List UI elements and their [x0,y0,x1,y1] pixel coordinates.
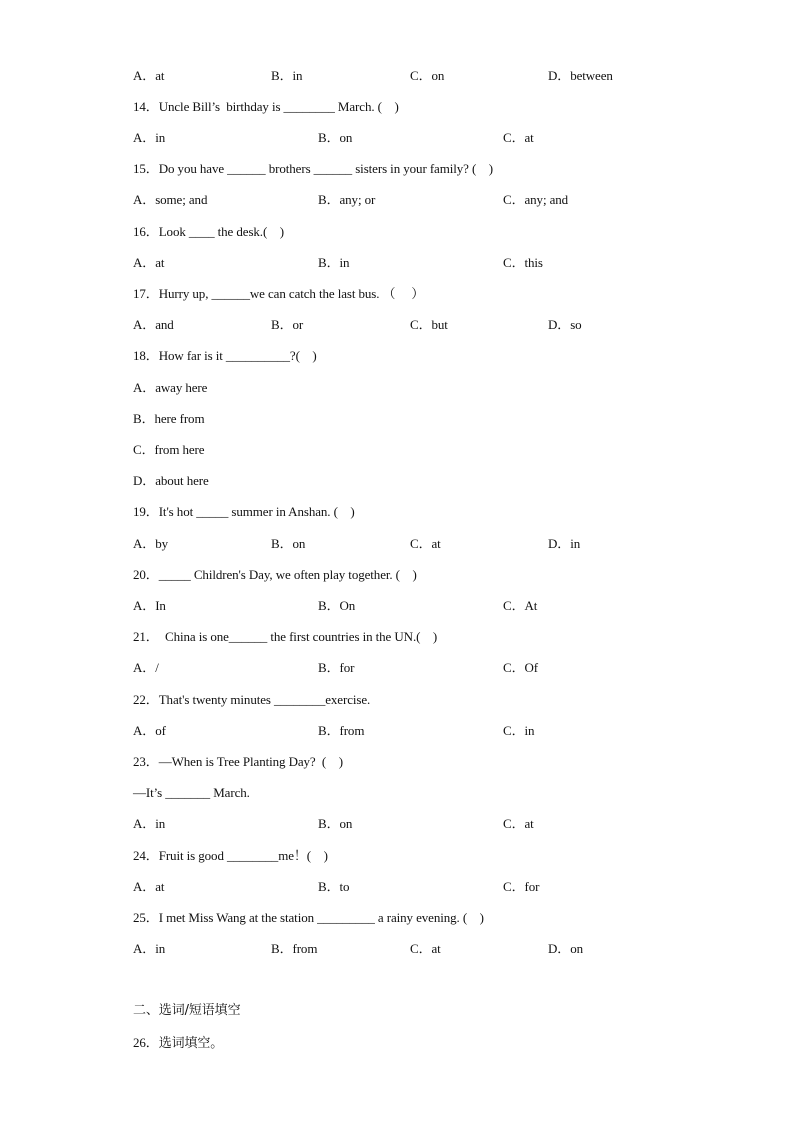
option-a: A．in [133,941,166,956]
question-line: —It’s _______ March. [133,785,250,800]
option-c: C．at [503,130,534,145]
option-a: A．in [133,130,166,145]
option-a: A．at [133,68,165,83]
question-line: 21． China is one______ the first countries in the UN.( ) [133,629,438,644]
question-line: 22．That's twenty minutes ________exercise. [133,692,371,707]
question-line: C．from here [133,442,205,457]
option-a: A．at [133,255,165,270]
option-c: C．at [503,816,534,831]
option-c: C．but [410,317,448,332]
option-c: C．for [503,879,540,894]
option-c: C．on [410,68,445,83]
option-c: C．at [410,536,441,551]
question-line: A．away here [133,380,208,395]
option-a: A．in [133,816,166,831]
option-d: D．so [548,317,582,332]
question-line: 16．Look ____ the desk.( ) [133,224,285,239]
option-c: C．at [410,941,441,956]
option-c: C．this [503,255,543,270]
question-line: 23．—When is Tree Planting Day? ( ) [133,754,343,769]
option-a: A．In [133,598,166,613]
option-b: B．on [318,816,353,831]
section-heading: 二、选词/短语填空 [133,1003,241,1018]
option-b: B．to [318,879,350,894]
option-b: B．on [271,536,306,551]
option-a: A．at [133,879,165,894]
option-b: B．from [271,941,318,956]
option-a: A．and [133,317,174,332]
option-c: C．Of [503,660,538,675]
question-line: 26．选词填空。 [133,1035,224,1050]
option-c: C．any; and [503,192,569,207]
option-b: B．any; or [318,192,376,207]
question-line: D．about here [133,473,209,488]
question-line: 14．Uncle Bill’s birthday is ________ March. ( ) [133,99,399,114]
option-d: D．on [548,941,583,956]
question-line: 25．I met Miss Wang at the station _________ a rainy evening. ( ) [133,910,484,925]
option-b: B．or [271,317,304,332]
option-b: B．on [318,130,353,145]
option-c: C．At [503,598,538,613]
question-line: 18．How far is it __________?( ) [133,348,317,363]
option-a: A．/ [133,660,159,675]
option-d: D．in [548,536,581,551]
question-line: 19．It's hot _____ summer in Anshan. ( ) [133,504,355,519]
option-b: B．in [318,255,350,270]
option-b: B．On [318,598,356,613]
question-line: 20．_____ Children's Day, we often play together. ( ) [133,567,417,582]
option-d: D．between [548,68,613,83]
option-a: A．of [133,723,166,738]
question-line: 24．Fruit is good ________me！( ) [133,848,328,863]
option-c: C．in [503,723,535,738]
question-line: 17．Hurry up, ______we can catch the last bus. （ ） [133,286,425,301]
option-b: B．for [318,660,355,675]
option-b: B．from [318,723,365,738]
option-b: B．in [271,68,303,83]
option-a: A．by [133,536,168,551]
question-line: 15．Do you have ______ brothers ______ sisters in your family? ( ) [133,161,494,176]
question-line: B．here from [133,411,205,426]
option-a: A．some; and [133,192,208,207]
